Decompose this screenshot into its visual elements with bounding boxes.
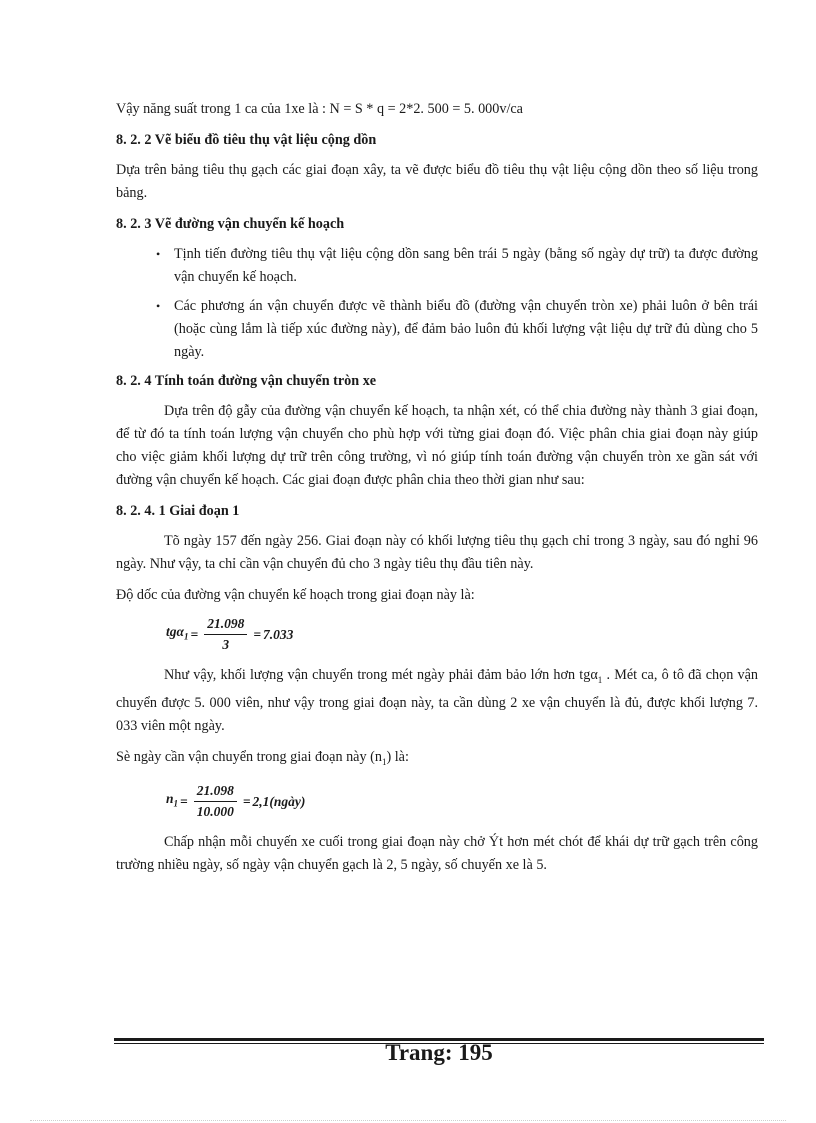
bullet-list (116, 243, 758, 364)
fraction-denominator: 10.000 (196, 803, 234, 819)
heading-8-2-3: 8. 2. 3 Vẽ đường vận chuyển kế hoạch (116, 216, 345, 232)
paragraph-conclusion: Chấp nhận mỗi chuyến xe cuối trong giai đoạn này chở Ýt hơn mét chót để khái dự trữ gạch trên công trường nhiều ngày, số ngày vận chuyển gạch là 2, 5 ngày, số chuyến xe là 5. (116, 833, 758, 873)
fraction-numerator: 21.098 (194, 782, 237, 802)
formula-result: 2,1(ngày) (252, 793, 306, 809)
equals-sign: = (253, 627, 262, 642)
equals-sign: = (190, 627, 199, 642)
bullet-icon: • (156, 247, 161, 261)
formula-slope (166, 615, 758, 654)
fraction-numerator: 21.098 (204, 615, 247, 635)
page-content (116, 98, 758, 885)
fraction-denominator: 3 (222, 637, 230, 652)
formula-fraction (194, 782, 237, 821)
formula-lhs: $n_1$ (166, 790, 179, 809)
list-item-text: Tịnh tiến đường tiêu thụ vật liệu cộng dồn sang bên trái 5 ngày (bằng số ngày dự trữ) ta được đường vận chuyển kế hoạch. (174, 246, 758, 285)
formula-lhs: tgα$_1$ (166, 624, 189, 642)
paragraph-cumulative-chart: Dựa trên bảng tiêu thụ gạch các giai đoạn xây, ta vẽ được biểu đồ tiêu thụ vật liệu cộng dồn theo số liệu trong bảng. (116, 162, 758, 201)
heading-8-2-4: 8. 2. 4 Tính toán đường vận chuyển tròn xe (116, 373, 377, 389)
paragraph-stages: Dựa trên độ gẫy của đường vận chuyển kế hoạch, ta nhận xét, có thể chia đường này thành 3 giai đoạn, để từ đó ta tính toán lượng vận chuyển cho phù hợp với từng giai đoạn đó. Việc phân chia giai đoạn này giúp cho việc giảm khối lượng dự trữ trên công trường, vì nó giúp tính toán đường vận chuyển tròn xe gần sát với đường vận chuyển kế hoạch. Các giai đoạn được phân chia theo thời gian như sau: (116, 403, 758, 488)
paragraph-slope-intro: Độ dốc của đường vận chuyển kế hoạch trong giai đoạn này là: (116, 587, 475, 603)
bullet-icon: • (156, 299, 161, 313)
heading-8-2-2: 8. 2. 2 Vẽ biểu đồ tiêu thụ vật liệu cộng dồn (116, 132, 377, 148)
page-bottom-divider (30, 1120, 786, 1121)
paragraph-stage-1: Tõ ngày 157 đến ngày 256. Giai đoạn này có khối lượng tiêu thụ gạch chỉ trong 3 ngày, sau đó nghỉ 96 ngày. Như vậy, ta chỉ cần vận chuyển đủ cho 3 ngày tiêu thụ đầu tiên này. (116, 533, 758, 572)
paragraph-productivity: Vậy năng suất trong 1 ca của 1xe là : N = S * q = 2*2. 500 = 5. 000v/ca (116, 101, 523, 117)
formula-result: 7.033 (263, 627, 294, 642)
page-number: Trang: 195 (385, 1040, 493, 1065)
equals-sign: = (180, 793, 188, 809)
heading-8-2-4-1: 8. 2. 4. 1 Giai đoạn 1 (116, 503, 240, 519)
list-item-text: Các phương án vận chuyển được vẽ thành biểu đồ (đường vận chuyển tròn xe) phải luôn ở bên trái (hoặc cùng lắm là tiếp xúc đường này), để đảm bảo luôn đủ khối lượng vật liệu dự trữ đủ dùng cho 5 ngày. (174, 298, 758, 360)
list-item (116, 243, 758, 289)
paragraph-days-intro: Sè ngày cần vận chuyển trong giai đoạn này $(n_1)$ là: (116, 748, 409, 767)
equals-sign: = (242, 793, 251, 809)
paragraph-vehicles: Như vậy, khối lượng vận chuyển trong mét ngày phải đảm bảo lớn hơn tgα$_1$ . Mét ca, ô tô đã chọn vận chuyển được 5. 000 viên, như vậy trong giai đoạn này, ta cần dùng 2 xe vận chuyển là đủ, được khối lượng 7. 033 viên một ngày. (116, 667, 758, 734)
formula-days (166, 782, 758, 821)
formula-fraction (204, 615, 247, 654)
list-item (116, 295, 758, 364)
